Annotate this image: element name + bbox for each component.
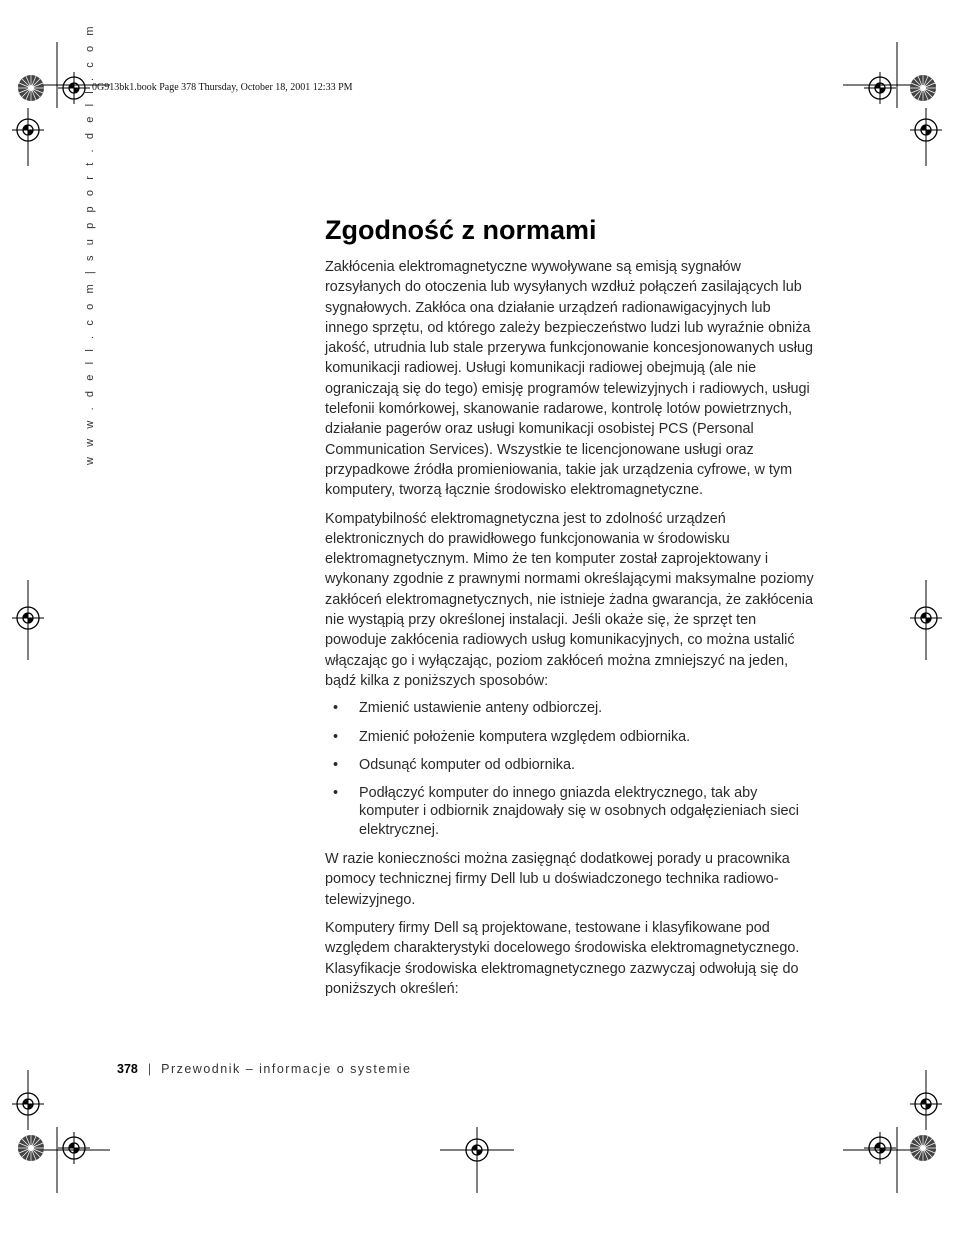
page-title: Zgodność z normami bbox=[325, 215, 597, 245]
sidebar-website-url: w w w . d e l l . c o m | s u p p o r t . d e l l . c o m bbox=[84, 22, 96, 465]
list-item bbox=[325, 699, 815, 717]
main-content bbox=[325, 257, 815, 1007]
list-item-text: Zmienić ustawienie anteny odbiorczej. bbox=[359, 700, 603, 717]
body-paragraph: W razie konieczności można zasięgnąć dodatkowej porady u pracownika pomocy technicznej firmy Dell lub u doświadczonego technika radiowo-telewizyjnego. bbox=[325, 851, 790, 908]
body-paragraph: Kompatybilność elektromagnetyczna jest to zdolność urządzeń elektronicznych do prawidłowego funkcjonowania w środowisku elektromagnetycznym. Mimo że ten komputer został zaprojektowany i wykonany zgodnie z prawnymi normami określającymi maksymalne poziomy zakłóceń elektromagnetycznych, nie istnieje żadna gwarancja, że zakłócenia nie wystąpią przy określonej instalacji. Jeśli okaże się, że sprzęt ten powoduje zakłócenia radiowych usług komunikacyjnych, co można ustalić włączając go i wyłączając, poziom zakłóceń można zmniejszyć na jeden, bądź kilka z poniższych sposobów: bbox=[325, 510, 814, 689]
list-item-text: Podłączyć komputer do innego gniazda elektrycznego, tak aby komputer i odbiornik znajdowały się w osobnych odgałęzieniach sieci elektrycznej. bbox=[359, 785, 799, 838]
list-item-text: Zmienić położenie komputera względem odbiornika. bbox=[359, 728, 691, 745]
bullet-list bbox=[325, 699, 815, 839]
body-paragraph: Zakłócenia elektromagnetyczne wywoływane są emisją sygnałów rozsyłanych do otoczenia lub wysyłanych wzdłuż połączeń zasilających lub sygnałowych. Zakłóca ona działanie urządzeń radionawigacyjnych lub innego sprzętu, od którego zależy bezpieczeństwo ludzi lub wyraźnie obniża jakość, utrudnia lub stale przerywa funkcjonowanie koncesjonowanych usług komunikacji radiowej. Usługi komunikacji radiowej obejmują (ale nie ograniczają się do tego) emisję programów telewizyjnych i radiowych, usługi telefonii komórkowej, skanowanie radarowe, kontrolę lotów powietrznych, działanie pagerów oraz usługi komunikacji osobistej PCS (Personal Communication Services). Wszystkie te licencjonowane usługi oraz przypadkowe źródła promieniowania, takie jak urządzenia cyfrowe, w tym komputery, tworzą łącznie środowisko elektromagnetyczne. bbox=[325, 259, 813, 499]
list-item-text: Odsunąć komputer od odbiornika. bbox=[359, 756, 575, 773]
bullet-icon: • bbox=[333, 728, 339, 745]
bullet-icon: • bbox=[333, 756, 339, 773]
footer-separator: | bbox=[147, 1062, 152, 1076]
list-item bbox=[325, 728, 815, 746]
body-paragraph: Komputery firmy Dell są projektowane, testowane i klasyfikowane pod względem charakterystyki docelowego środowiska elektromagnetycznego. Klasyfikacje środowiska elektromagnetycznego zazwyczaj odwołują się do poniższych określeń: bbox=[325, 919, 800, 997]
print-header-line: 0G913bk1.book Page 378 Thursday, October 18, 2001 12:33 PM bbox=[92, 82, 353, 93]
list-item bbox=[325, 784, 815, 839]
bullet-icon: • bbox=[333, 785, 339, 802]
bullet-icon: • bbox=[333, 700, 339, 717]
footer-title: Przewodnik – informacje o systemie bbox=[161, 1062, 412, 1076]
list-item bbox=[325, 756, 815, 774]
page-footer bbox=[117, 1062, 412, 1076]
page-number: 378 bbox=[117, 1062, 138, 1076]
